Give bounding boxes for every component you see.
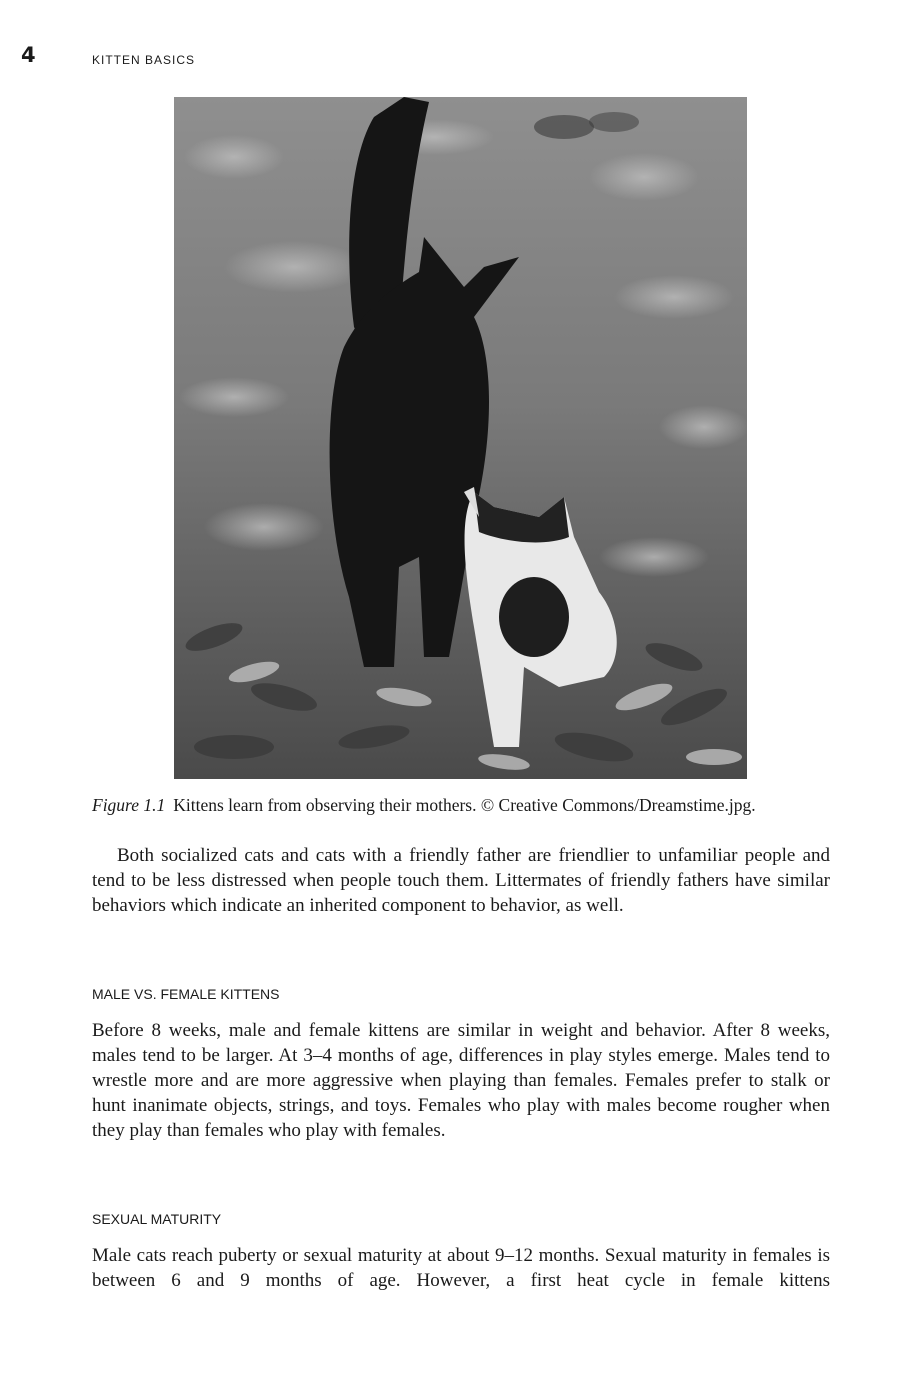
running-head: KITTEN BASICS bbox=[92, 53, 196, 67]
figure-photo bbox=[174, 97, 747, 779]
paragraph-sexual-maturity: Male cats reach puberty or sexual maturity at about 9–12 months. Sexual maturity in females is between 6 and 9 months of age. However, a first heat cycle in female kittens bbox=[92, 1245, 830, 1291]
section-heading-sexual-maturity: SEXUAL MATURITY bbox=[92, 1211, 222, 1227]
section-heading-male-vs-female: MALE VS. FEMALE KITTENS bbox=[92, 986, 280, 1002]
figure-caption bbox=[92, 794, 852, 816]
page-number: 4 bbox=[21, 43, 36, 67]
figure-caption-text: Kittens learn from observing their mothers. © Creative Commons/Dreamstime.jpg. bbox=[173, 795, 756, 815]
paragraph-socialized-cats: Both socialized cats and cats with a friendly father are friendlier to unfamiliar people and tend to be less distressed when people touch them. Littermates of friendly fathers have similar behaviors which indicate an inherited component to behavior, as well. bbox=[92, 845, 830, 916]
paragraph-male-female-kittens: Before 8 weeks, male and female kittens are similar in weight and behavior. After 8 weeks, males tend to be larger. At 3–4 months of age, differences in play styles emerge. Males tend to wrestle more and are more aggressive when playing than females. Females prefer to stalk or hunt inanimate objects, strings, and toys. Females who play with males become rougher when they play than females who play with females. bbox=[92, 1020, 830, 1141]
figure-label: Figure 1.1 bbox=[92, 795, 166, 815]
